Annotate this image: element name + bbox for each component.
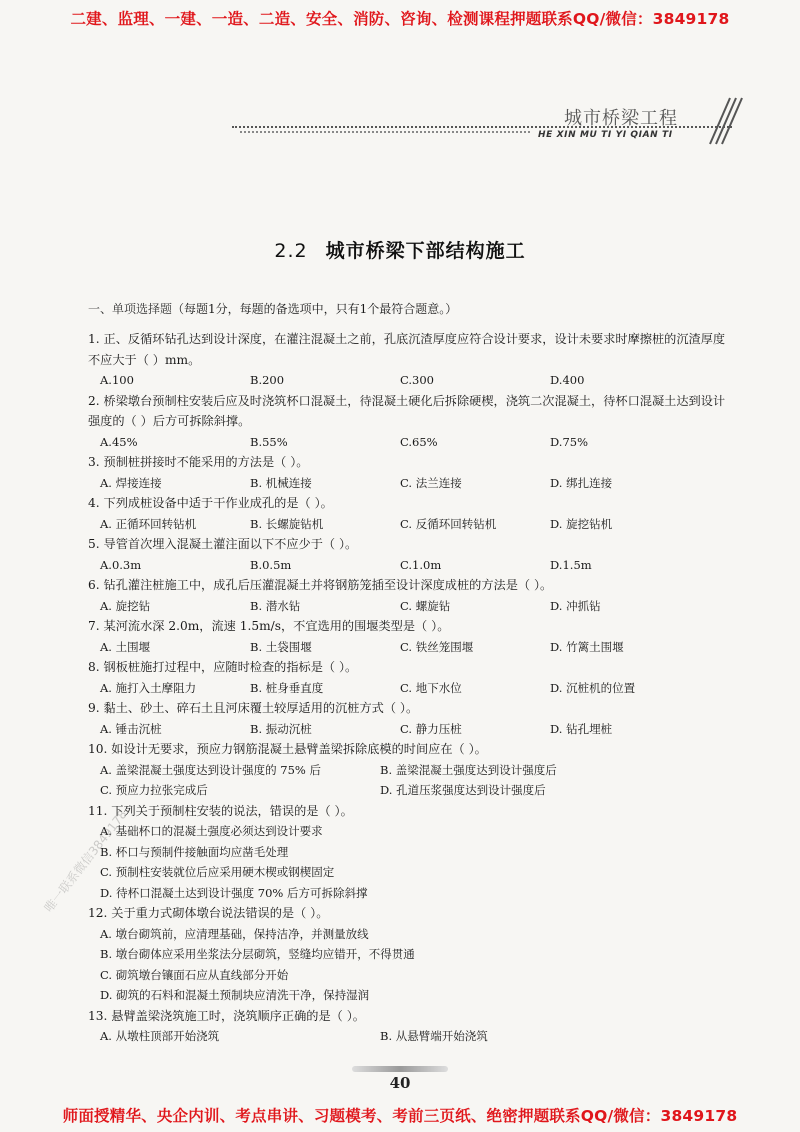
section-number: 2.2 [274,240,308,262]
question-item [88,329,728,391]
question-stem: 1. 正、反循环钻孔达到设计深度，在灌注混凝土之前，孔底沉渣厚度应符合设计要求，设计未要求时摩擦桩的沉渣厚度不应大于（ ）mm。 [88,332,726,367]
option-row [88,821,728,903]
answer-option: B.200 [250,373,285,387]
question-stem: 6. 钻孔灌注桩施工中，成孔后压灌混凝土并将钢筋笼插至设计深度成桩的方法是（ ）。 [88,578,553,592]
answer-option: B.55% [250,434,288,449]
answer-option: C.300 [400,373,434,387]
answer-option: D. 砌筑的石料和混凝土预制块应清洗干净，保持湿润 [100,988,370,1002]
question-item [88,801,728,904]
top-banner: 二建、监理、一建、一造、二造、安全、消防、咨询、检测课程押题联系QQ/微信：3849178 [70,10,730,28]
answer-option: A. 墩台砌筑前，应清理基础，保持洁净，并测量放线 [100,926,369,941]
bottom-banner: 师面授精华、央企内训、考点串讲、习题模考、考前三页纸、绝密押题联系QQ/微信：3849178 [62,1107,738,1125]
answer-option: D.75% [550,434,589,449]
answer-option: A. 土围堰 [100,639,151,654]
answer-option: C. 法兰连接 [400,475,462,490]
answer-option: A. 盖梁混凝土强度达到设计强度的 75% 后 [100,762,321,777]
answer-option: B. 盖梁混凝土强度达到设计强度后 [380,762,557,777]
question-item [88,493,728,534]
answer-option: C. 地下水位 [400,680,462,695]
question-stem: 4. 下列成桩设备中适于干作业成孔的是（ ）。 [88,496,333,510]
option-row [88,432,728,453]
question-item [88,739,728,801]
answer-option: A. 基础杯口的混凝土强度必须达到设计要求 [100,824,323,838]
question-stem: 5. 导管首次埋入混凝土灌注面以下不应少于（ ）。 [88,537,358,551]
question-stem: 13. 悬臂盖梁浇筑施工时，浇筑顺序正确的是（ ）。 [88,1008,365,1023]
answer-option: A. 旋挖钻 [100,598,151,613]
page-number: 40 [389,1074,411,1092]
answer-option: C.1.0m [400,557,442,572]
answer-option: D. 待杯口混凝土达到设计强度 70% 后方可拆除斜撑 [100,885,368,900]
question-item [88,903,728,1006]
answer-option: D. 绑扎连接 [550,475,613,490]
answer-option: D. 钻孔埋桩 [550,721,613,736]
question-type-line [88,300,728,317]
header-hatch-icon [700,96,744,146]
header-title: 城市桥梁工程 [564,108,678,129]
answer-option: C. 铁丝笼围堰 [400,639,474,654]
answer-option: A. 施打入土摩阻力 [100,680,197,695]
question-stem: 7. 某河流水深 2.0m，流速 1.5m/s，不宜选用的围堰类型是（ ）。 [88,619,450,633]
option-row [88,596,728,617]
question-type-label: 一、单项选择题 [88,302,173,316]
question-stem: 11. 下列关于预制柱安装的说法，错误的是（ ）。 [88,803,353,818]
answer-option: C.65% [400,434,438,449]
question-item [88,534,728,575]
option-row [88,555,728,576]
option-row [88,678,728,699]
option-row [88,637,728,658]
option-row [88,370,728,391]
answer-option: B. 土袋围堰 [250,639,312,654]
answer-option: D.400 [550,373,585,387]
question-stem: 10. 如设计无要求，预应力钢筋混凝土悬臂盖梁拆除底模的时间应在（ ）。 [88,742,487,756]
option-row [88,473,728,494]
question-item [88,452,728,493]
answer-option: B. 潜水钻 [250,598,301,613]
answer-option: B. 杯口与预制件接触面均应凿毛处理 [100,844,289,859]
answer-option: A.100 [100,373,134,387]
answer-option: D. 竹篱土围堰 [550,639,624,654]
answer-option: D.1.5m [550,557,592,572]
question-item [88,616,728,657]
answer-option: C. 反循环回转钻机 [400,516,497,531]
question-item [88,657,728,698]
option-row [88,514,728,535]
answer-option: C. 螺旋钻 [400,598,451,613]
question-stem: 9. 黏土、砂土、碎石土且河床覆土较厚适用的沉桩方式（ ）。 [88,701,419,715]
answer-option: C. 砌筑墩台镶面石应从直线部分开始 [100,967,289,982]
question-item [88,575,728,616]
question-stem: 3. 预制桩拼接时不能采用的方法是（ ）。 [88,455,309,469]
answer-option: C. 静力压桩 [400,721,462,736]
answer-option: D. 沉桩机的位置 [550,680,636,695]
question-stem: 2. 桥梁墩台预制柱安装后应及时浇筑杯口混凝土，待混凝土硬化后拆除硬楔，浇筑二次混凝土，待杯口混凝土达到设计强度的（ ）后方可拆除斜撑。 [88,393,726,428]
question-stem: 12. 关于重力式砌体墩台说法错误的是（ ）。 [88,906,329,920]
answer-option: B. 振动沉桩 [250,721,312,736]
questions-container [88,329,728,1047]
question-list [88,300,728,1047]
answer-option: A.45% [100,434,138,449]
option-row [88,924,728,1006]
answer-option: A. 焊接连接 [100,475,162,490]
question-item [88,1006,728,1047]
answer-option: A. 从墩柱顶部开始浇筑 [100,1029,220,1043]
header-subtitle: HE XIN MU TI YI QIAN TI [538,130,673,140]
option-row [88,760,728,801]
answer-option: B. 机械连接 [250,475,312,490]
answer-option: A.0.3m [100,557,142,572]
section-title [0,236,800,263]
question-item [88,698,728,739]
answer-option: C. 预应力拉张完成后 [100,783,208,797]
answer-option: B. 墩台砌体应采用坐浆法分层砌筑，竖缝均应错开，不得贯通 [100,947,415,961]
footer-ornament [352,1066,448,1072]
answer-option: D. 冲抓钻 [550,598,601,613]
answer-option: B. 长螺旋钻机 [250,516,324,531]
section-title-text: 城市桥梁下部结构施工 [325,240,526,262]
question-item [88,391,728,453]
answer-option: B.0.5m [250,557,292,572]
option-row [88,719,728,740]
answer-option: A. 正循环回转钻机 [100,516,197,531]
answer-option: A. 锤击沉桩 [100,721,162,736]
answer-option: D. 孔道压浆强度达到设计强度后 [380,783,546,797]
question-type-note: （每题1分，每题的备选项中，只有1个最符合题意。） [172,302,458,316]
header-dotted-rule [240,131,530,134]
question-stem: 8. 钢板桩施打过程中，应随时检查的指标是（ ）。 [88,660,358,674]
answer-option: B. 从悬臂端开始浇筑 [380,1029,488,1043]
answer-option: C. 预制柱安装就位后应采用硬木楔或钢楔固定 [100,865,335,879]
option-row [88,1026,728,1047]
answer-option: B. 桩身垂直度 [250,680,324,695]
answer-option: D. 旋挖钻机 [550,516,613,531]
diagonal-watermark: 唯一联系微信3849178 [41,807,130,915]
